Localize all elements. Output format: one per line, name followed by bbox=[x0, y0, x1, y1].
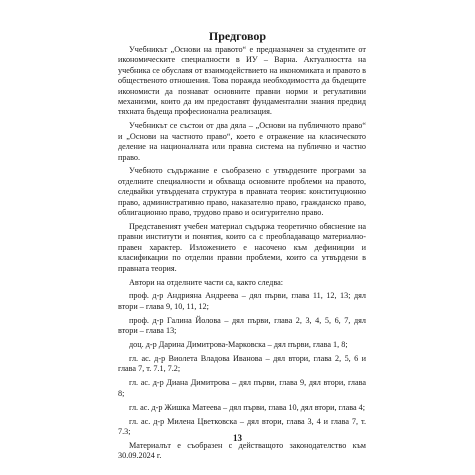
paragraph: Материалът е съобразен с действащото законодателство към 30.09.2024 г. bbox=[118, 440, 366, 461]
author-entry: гл. ас. д-р Виолета Владова Иванова – дял втори, глава 2, 5, 6 и глава 7, т. 7.1, 7.2; bbox=[118, 353, 366, 374]
paragraph: Учебникът се състои от два дяла – „Основи на публичното право“ и „Основи на частното право“, което е отражение на класическото деление на националната или правна система на публично и частно право. bbox=[118, 121, 366, 162]
page-title: Предговор bbox=[208, 29, 267, 43]
author-entry: гл. ас. д-р Жишка Матеева – дял първи, глава 10, дял втори, глава 4; bbox=[129, 402, 366, 412]
author-entry: доц. д-р Дарина Димитрова-Марковска – дял първи, глава 1, 8; bbox=[129, 340, 348, 350]
author-entry: проф. д-р Галина Йолова – дял първи, глава 2, 3, 4, 5, 6, 7, дял втори – глава 13; bbox=[118, 315, 366, 336]
body-text bbox=[118, 45, 366, 465]
paragraph: Учебното съдържание е съобразено с утвърдените програми за отделните специалности и обхваща основните проблеми на правото, следвайки утвърдената структура в правната теория: конституционно право, административно право, наказателно право, гражданско право, облигационно право, трудово право и осигурително право. bbox=[118, 166, 366, 218]
author-entry: гл. ас. д-р Диана Димитрова – дял първи, глава 9, дял втори, глава 8; bbox=[118, 378, 366, 398]
author-entry: гл. ас. д-р Милена Цветковска – дял втори, глава 3, 4 и глава 7, т. 7.3; bbox=[118, 416, 366, 436]
page-number: 13 bbox=[233, 433, 242, 443]
author-entry: проф. д-р Андрияна Андреева – дял първи, глава 11, 12, 13; дял втори – глава 9, 10, 11, 12; bbox=[118, 291, 366, 311]
paragraph: Автори на отделните части са, както следва: bbox=[129, 277, 283, 287]
paragraph: Представеният учебен материал съдържа теоретично обяснение на правни институти и понятия, които са с преобладаващо материално-правен характер. Изложението е насочено към дефиниции и класификации по отделни правни проблеми, които са утвърдени в правната теория. bbox=[118, 222, 366, 273]
paragraph: Учебникът „Основи на правото“ е предназначен за студентите от икономическите специалности в ИУ – Варна. Актуалността на учебника се обуславя от взаимодействието на икономиката и правото в общественото отношения. Това поражда необходимостта да бъдещите икономисти да познават основните правни норми и регулативни механизми, които да им предоставят фундаментални знания предвид тяхната бъдеща професионална реализация. bbox=[118, 45, 366, 117]
